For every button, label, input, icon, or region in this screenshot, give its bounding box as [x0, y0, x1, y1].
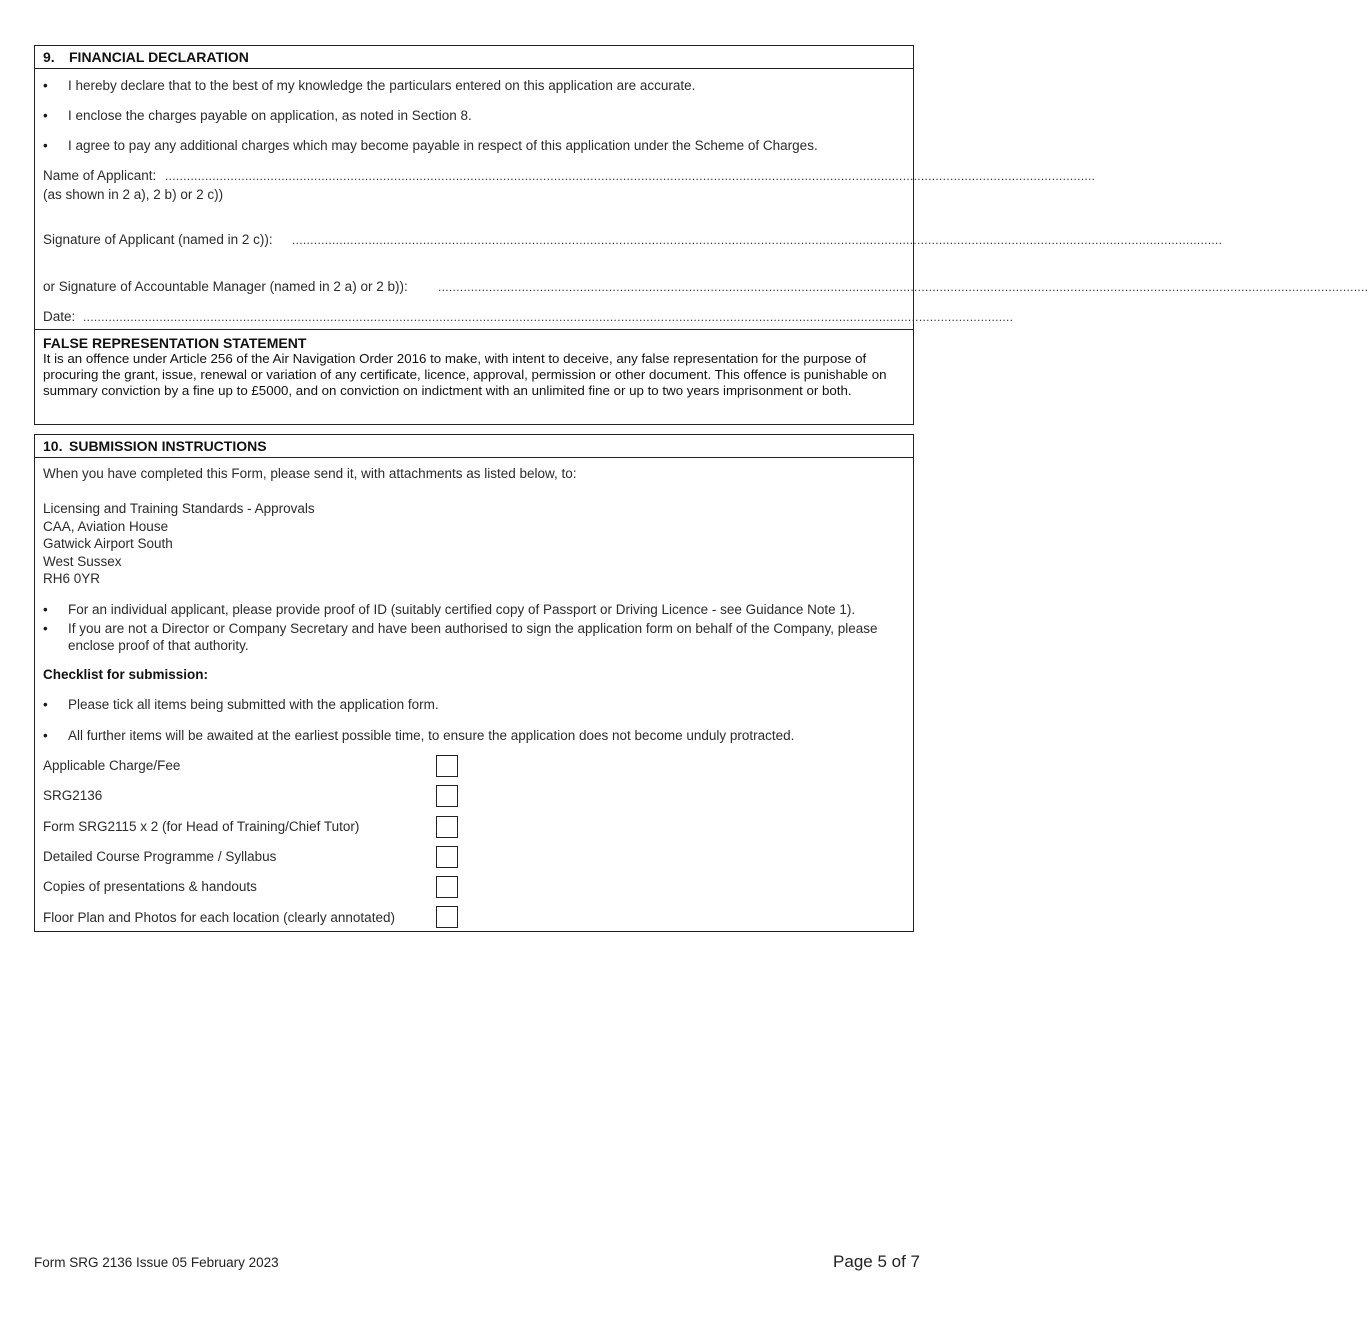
checklist-checkbox-course-programme[interactable] — [436, 846, 458, 868]
checklist-checkbox-charge-fee[interactable] — [436, 755, 458, 777]
authority-note: If you are not a Director or Company Secretary and have been authorised to sign the application form on behalf of the Company, please — [68, 621, 878, 636]
address-line: RH6 0YR — [43, 571, 101, 586]
section-title: SUBMISSION INSTRUCTIONS — [69, 438, 267, 454]
page-number: Page 5 of 7 — [833, 1252, 920, 1271]
signature-accountable-manager-label: or Signature of Accountable Manager (named in 2 a) or 2 b)): — [43, 279, 408, 294]
declaration-charges-enclosed: I enclose the charges payable on application, as noted in Section 8. — [68, 108, 472, 123]
bullet: • — [43, 728, 48, 743]
checklist-note-tick: Please tick all items being submitted with the application form. — [68, 697, 439, 712]
signature-applicant-field[interactable]: ................................................................................................................................................................................................................................................................ — [292, 233, 1223, 247]
address-line: CAA, Aviation House — [43, 519, 169, 534]
financial-declaration-section — [34, 45, 1368, 330]
section-title: FINANCIAL DECLARATION — [69, 49, 249, 65]
address-line: Gatwick Airport South — [43, 536, 173, 551]
declaration-additional-charges: I agree to pay any additional charges which may become payable in respect of this application under the Scheme of Charges. — [68, 138, 818, 153]
authority-note-continued: enclose proof of that authority. — [68, 638, 249, 653]
section-number: 10. — [43, 438, 63, 454]
false-representation-title: FALSE REPRESENTATION STATEMENT — [43, 335, 307, 351]
checklist-item-label: Copies of presentations & handouts — [43, 879, 257, 894]
bullet: • — [43, 697, 48, 712]
bullet: • — [43, 138, 48, 153]
signature-accountable-manager-field[interactable]: ................................................................................................................................................................................................................................................................ — [438, 280, 1368, 294]
checklist-item-label: Applicable Charge/Fee — [43, 758, 181, 773]
false-representation-body: It is an offence under Article 256 of the Air Navigation Order 2016 to make, with intent to deceive, any false representation for the purpose of procuring the grant, issue, renewal or variation of any certificate, licence, approval, permission or other document. This offence is punishable on summary conviction by a fine up to £5000, and on conviction on indictment with an unlimited fine or up to two years imprisonment or both. — [43, 351, 887, 398]
section-header — [35, 435, 913, 458]
checklist-checkbox-srg2115[interactable] — [436, 816, 458, 838]
date-field[interactable]: ................................................................................................................................................................................................................................................................ — [83, 310, 1014, 324]
bullet: • — [43, 602, 48, 617]
date-label: Date: — [43, 309, 76, 324]
name-of-applicant-field[interactable]: ................................................................................................................................................................................................................................................................ — [165, 169, 1096, 183]
address-line: Licensing and Training Standards - Approvals — [43, 501, 315, 516]
checklist-note-further-items: All further items will be awaited at the earliest possible time, to ensure the application does not become unduly protracted. — [68, 728, 795, 743]
checklist-item-label: SRG2136 — [43, 788, 103, 803]
proof-of-id-note: For an individual applicant, please provide proof of ID (suitably certified copy of Passport or Driving Licence - see Guidance Note 1). — [68, 602, 856, 617]
declaration-accurate: I hereby declare that to the best of my knowledge the particulars entered on this application are accurate. — [68, 78, 696, 93]
section-header — [35, 46, 913, 69]
checklist-item-label: Detailed Course Programme / Syllabus — [43, 849, 277, 864]
form-reference: Form SRG 2136 Issue 05 February 2023 — [34, 1255, 279, 1270]
submission-instructions-section — [34, 434, 914, 932]
name-of-applicant-note: (as shown in 2 a), 2 b) or 2 c)) — [43, 187, 224, 202]
checklist-checkbox-srg2136[interactable] — [436, 785, 458, 807]
checklist-item-label: Floor Plan and Photos for each location (clearly annotated) — [43, 910, 395, 925]
checklist-title: Checklist for submission: — [43, 667, 209, 682]
section-number: 9. — [43, 49, 55, 65]
bullet: • — [43, 621, 48, 636]
name-of-applicant-label: Name of Applicant: — [43, 168, 157, 183]
false-representation-statement — [34, 329, 914, 425]
bullet: • — [43, 108, 48, 123]
checklist-checkbox-presentations[interactable] — [436, 876, 458, 898]
submission-intro: When you have completed this Form, please send it, with attachments as listed below, to: — [43, 466, 577, 481]
checklist-checkbox-floor-plan[interactable] — [436, 906, 458, 928]
signature-applicant-label: Signature of Applicant (named in 2 c)): — [43, 232, 273, 247]
checklist-item-label: Form SRG2115 x 2 (for Head of Training/Chief Tutor) — [43, 819, 360, 834]
bullet: • — [43, 78, 48, 93]
address-line: West Sussex — [43, 554, 122, 569]
